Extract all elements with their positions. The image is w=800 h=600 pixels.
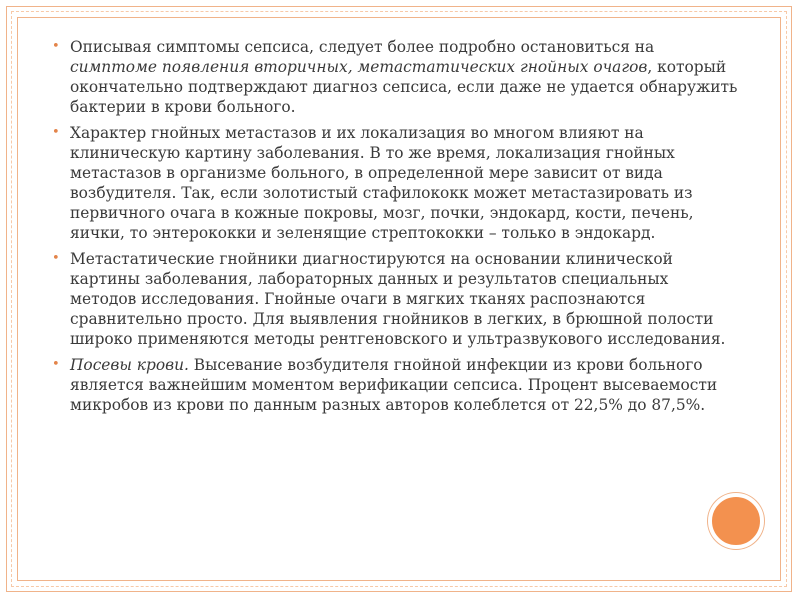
bullet-icon: • xyxy=(52,357,60,372)
bullet-icon: • xyxy=(52,125,60,140)
paragraph-text: Характер гнойных метастазов и их локализация во многом влияют на клиническую картину заболевания. В то же время, локализация гнойных метастазов в организме больного, в определенной мере зависит от вида возбудителя. Так, если золотистый стафилококк может метастазировать из первичного очага в кожные покровы, мозг, почки, эндокард, кости, печень, яички, то энтерококки и зеленящие стрептококки – только в эндокард. xyxy=(70,124,694,242)
paragraph-emphasis: Посевы крови. xyxy=(70,356,189,374)
paragraph-text: Высевание возбудителя гнойной инфекции из крови больного является важнейшим моментом верификации сепсиса. Процент высеваемости микробов из крови по данным разных авторов колеблется от 22,5% до 87,5%. xyxy=(70,356,718,414)
slide-content xyxy=(48,37,738,421)
bullet-icon: • xyxy=(52,39,60,54)
paragraph-text: Метастатические гнойники диагностируются на основании клинической картины заболевания, лабораторных данных и результатов специальных методов исследования. Гнойные очаги в мягких тканях распознаются сравнительно просто. Для выявления гнойников в легких, в брюшной полости широко применяются методы рентгеновского и ультразвукового исследования. xyxy=(70,250,726,348)
paragraph-diagnosis xyxy=(48,249,738,349)
paragraph-secondary-foci xyxy=(48,37,738,117)
paragraph-text: , который окончательно подтверждают диагноз сепсиса, если даже не удается обнаружить бактерии в крови больного. xyxy=(70,58,738,116)
paragraph-emphasis: симптоме появления вторичных, метастатических гнойных очагов xyxy=(70,58,648,76)
bullet-icon: • xyxy=(52,251,60,266)
paragraph-metastases xyxy=(48,123,738,243)
paragraph-text: Описывая симптомы сепсиса, следует более подробно остановиться на xyxy=(70,38,655,56)
decorative-orange-circle xyxy=(708,493,764,549)
paragraph-blood-cultures xyxy=(48,355,738,415)
